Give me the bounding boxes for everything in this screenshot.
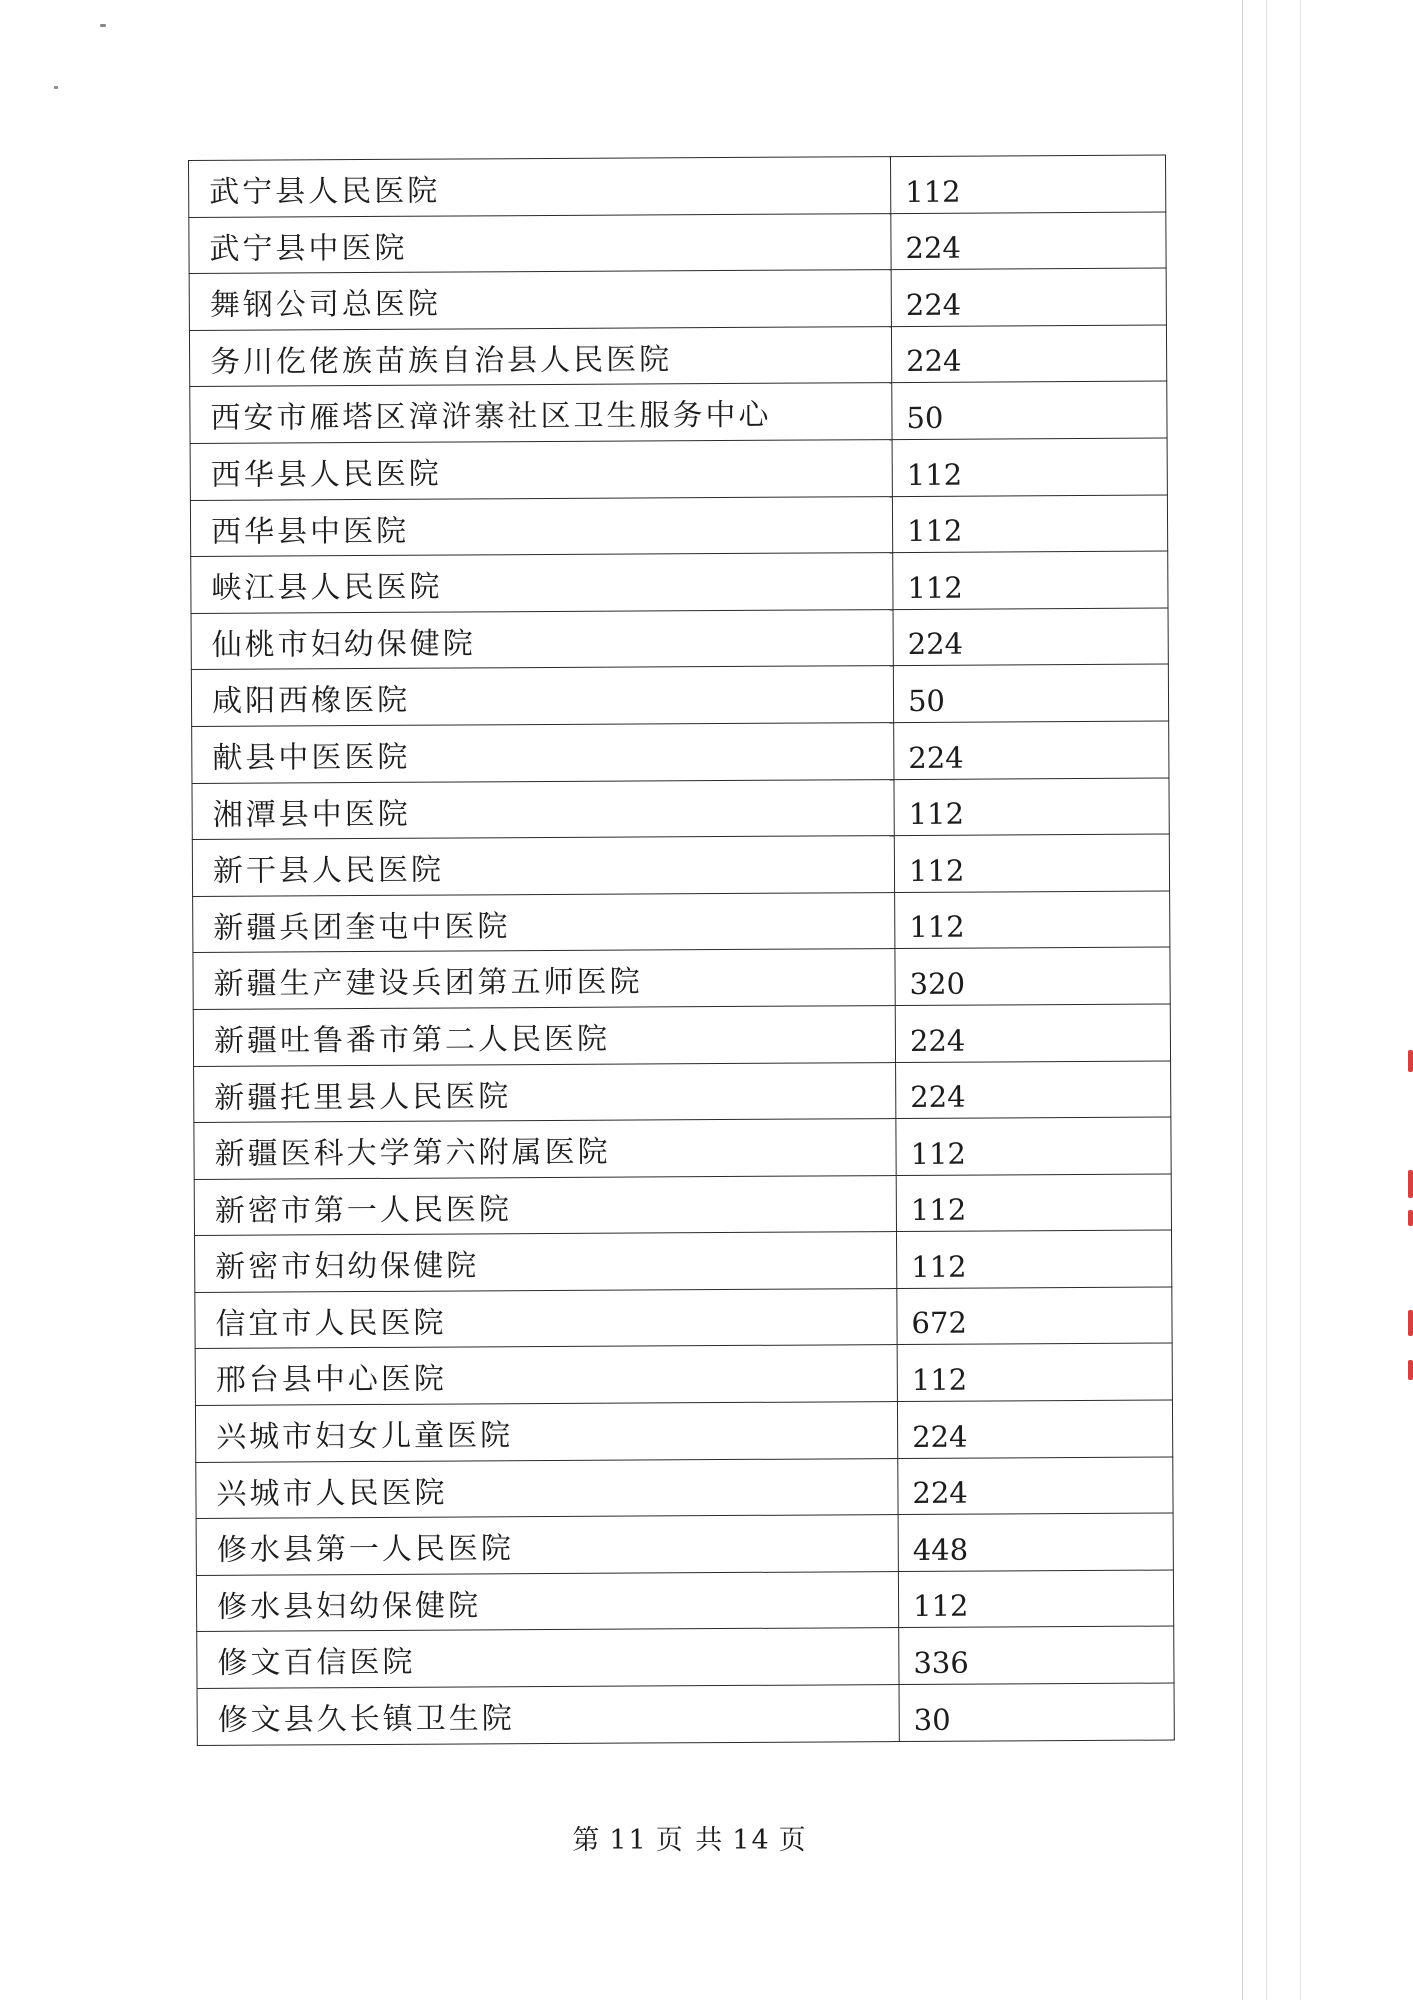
stamp-edge-mark [1408,1170,1413,1198]
stamp-edge-mark [1408,1210,1413,1226]
count-cell: 112 [890,155,1165,213]
stamp-edge-mark [1408,1050,1413,1072]
hospital-name-cell: 新疆吐鲁番市第二人民医院 [193,1005,895,1066]
table-row [191,551,1168,613]
hospital-name-cell: 西华县人民医院 [190,440,892,501]
stamp-edge-mark [1408,1360,1413,1380]
current-page-number: 11 [609,1825,648,1856]
table-row [189,325,1166,387]
count-cell: 448 [898,1513,1173,1571]
stamp-edge-mark [1408,1310,1413,1336]
page-number-footer [0,1818,1380,1857]
scan-speck [100,24,106,27]
count-cell: 112 [892,438,1167,496]
count-cell: 112 [897,1343,1172,1401]
count-cell: 112 [894,778,1169,836]
hospital-name-cell: 峡江县人民医院 [191,553,893,614]
count-cell: 112 [894,834,1169,892]
count-cell: 112 [896,1230,1171,1288]
hospital-name-cell: 务川仡佬族苗族自治县人民医院 [189,326,891,387]
hospital-name-cell: 仙桃市妇幼保健院 [191,609,893,670]
table-row [195,1400,1172,1462]
hospital-name-cell: 修水县妇幼保健院 [196,1571,898,1632]
table-row [189,212,1166,274]
table-row [196,1513,1173,1575]
hospital-name-cell: 兴城市人民医院 [196,1458,898,1519]
table-row [193,891,1170,953]
count-cell: 224 [894,721,1169,779]
footer-suffix: 页 [778,1825,808,1856]
hospital-name-cell: 舞钢公司总医院 [189,270,891,331]
hospital-name-cell: 西华县中医院 [190,496,892,557]
table-row [191,608,1168,670]
table-row [194,1061,1171,1123]
count-cell: 112 [892,495,1167,553]
hospital-name-cell: 新干县人民医院 [192,836,894,897]
hospital-name-cell: 新密市第一人民医院 [194,1175,896,1236]
hospital-name-cell: 新疆医科大学第六附属医院 [194,1119,896,1180]
count-cell: 224 [891,325,1166,383]
hospital-name-cell: 西安市雁塔区漳浒寨社区卫生服务中心 [190,383,892,444]
hospital-name-cell: 新密市妇幼保健院 [195,1232,897,1293]
count-cell: 112 [896,1174,1171,1232]
count-cell: 224 [895,1004,1170,1062]
footer-prefix: 第 [572,1825,602,1856]
hospital-name-cell: 修文县久长镇卫生院 [197,1685,899,1746]
table-row [192,834,1169,896]
hospital-name-cell: 新疆兵团奎屯中医院 [193,892,895,953]
hospital-name-cell: 新疆托里县人民医院 [194,1062,896,1123]
table-row [189,155,1166,217]
count-cell: 320 [895,947,1170,1005]
count-cell: 50 [893,664,1168,722]
hospital-name-cell: 信宜市人民医院 [195,1288,897,1349]
table-row [192,721,1169,783]
hospital-name-cell: 修水县第一人民医院 [196,1515,898,1576]
count-cell: 224 [898,1457,1173,1515]
count-cell: 336 [899,1626,1174,1684]
hospital-name-cell: 邢台县中心医院 [195,1345,897,1406]
table-row [190,381,1167,443]
table-row [191,664,1168,726]
table-row [197,1626,1174,1688]
table-row [190,495,1167,557]
count-cell: 224 [893,608,1168,666]
scan-edge-line [1300,0,1301,2000]
table-row [189,268,1166,330]
scan-edge-line [1242,0,1243,2000]
scan-speck [54,86,58,89]
footer-middle: 页 共 [655,1825,725,1856]
count-cell: 112 [893,551,1168,609]
count-cell: 224 [891,268,1166,326]
count-cell: 50 [892,381,1167,439]
table-row [196,1570,1173,1632]
hospital-name-cell: 兴城市妇女儿童医院 [195,1402,897,1463]
table-row [192,778,1169,840]
hospital-table-container [188,155,1174,1746]
table-row [195,1287,1172,1349]
count-cell: 672 [897,1287,1172,1345]
table-row [190,438,1167,500]
table-row [193,947,1170,1009]
table-body [189,155,1175,1745]
hospital-name-cell: 修文百信医院 [197,1628,899,1689]
table-row [195,1343,1172,1405]
table-row [194,1174,1171,1236]
hospital-name-cell: 武宁县人民医院 [189,157,891,218]
count-cell: 224 [896,1061,1171,1119]
table-row [193,1004,1170,1066]
hospital-name-cell: 新疆生产建设兵团第五师医院 [193,949,895,1010]
total-page-count: 14 [732,1825,771,1856]
count-cell: 112 [896,1117,1171,1175]
count-cell: 112 [895,891,1170,949]
count-cell: 112 [898,1570,1173,1628]
scan-edge-line [1266,0,1267,2000]
table-row [194,1117,1171,1179]
table-row [196,1457,1173,1519]
table-row [195,1230,1172,1292]
hospital-name-cell: 献县中医医院 [192,723,894,784]
hospital-name-cell: 咸阳西橡医院 [191,666,893,727]
hospital-allocation-table [188,155,1175,1746]
count-cell: 30 [899,1683,1174,1741]
hospital-name-cell: 武宁县中医院 [189,213,891,274]
hospital-name-cell: 湘潭县中医院 [192,779,894,840]
count-cell: 224 [897,1400,1172,1458]
count-cell: 224 [891,212,1166,270]
table-row [197,1683,1174,1745]
